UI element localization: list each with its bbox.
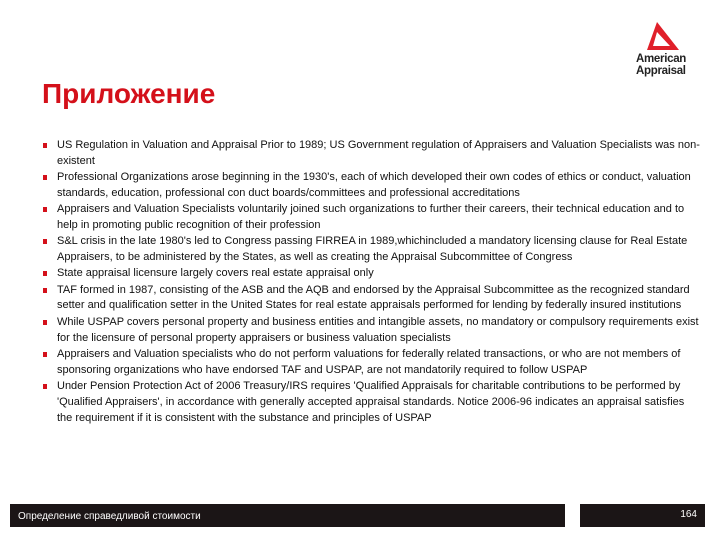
logo-line1: American <box>636 53 687 65</box>
bullet-icon <box>43 207 47 212</box>
triangle-logo-icon <box>643 20 683 54</box>
bullet-text: S&L crisis in the late 1980's led to Congress passing FIRREA in 1989,whichincluded a mandatory licensing clause for Real Estate Appraisers, to be administered by the States, as well as creating the Appraisal Subcommittee of Congress <box>57 235 688 264</box>
bullet-item <box>42 202 702 234</box>
footer-section-bar <box>10 504 565 527</box>
bullet-text: While USPAP covers personal property and business entities and intangible assets, no mandatory or compulsory requirements exist for the licensure of personal property appraisers or business valuation specialists <box>57 315 699 344</box>
bullet-item <box>42 283 702 315</box>
page-number: 164 <box>680 509 697 520</box>
bullet-icon <box>43 239 47 244</box>
bullet-list <box>42 138 702 427</box>
bullet-item <box>42 315 702 347</box>
bullet-icon <box>43 288 47 293</box>
bullet-text: Appraisers and Valuation specialists who do not perform valuations for federally related transactions, or who are not members of sponsoring organizations who have endorsed TAF and USPAP, are not mandatorily required to follow USPAP <box>57 347 681 376</box>
bullet-item <box>42 347 702 379</box>
footer-page-bar <box>580 504 705 527</box>
bullet-icon <box>43 143 47 148</box>
logo-text <box>636 53 686 77</box>
bullet-icon <box>43 320 47 325</box>
footer-section-title: Определение справедливой стоимости <box>18 511 201 522</box>
bullet-text: State appraisal licensure largely covers real estate appraisal only <box>57 267 374 280</box>
bullet-icon <box>43 384 47 389</box>
logo-line2: Appraisal <box>636 65 686 77</box>
bullet-item <box>42 170 702 202</box>
page-title: Приложение <box>42 78 216 109</box>
bullet-item <box>42 234 702 266</box>
american-appraisal-logo <box>636 20 698 78</box>
bullet-item <box>42 138 702 170</box>
bullet-item <box>42 379 702 426</box>
bullet-text: Under Pension Protection Act of 2006 Treasury/IRS requires 'Qualified Appraisals for charitable contributions to be performed by 'Qualified Appraisers', in accordance with generally accepted appraisal standards. Notice 2006-96 indicates an appraisal satisfies the requirement if it is consistent with the substance and principles of USPAP <box>57 379 685 424</box>
bullet-icon <box>43 352 47 357</box>
bullet-icon <box>43 271 47 276</box>
bullet-text: Appraisers and Valuation Specialists voluntarily joined such organizations to further their careers, their technical education and to help in promoting public recognition of their profession <box>57 203 685 231</box>
bullet-item <box>42 266 702 282</box>
bullet-text: US Regulation in Valuation and Appraisal Prior to 1989; US Government regulation of Appraisers and Valuation Specialists was non-existent <box>57 139 700 167</box>
bullet-icon <box>43 175 47 180</box>
bullet-text: Professional Organizations arose beginning in the 1930's, each of which developed their own codes of ethics or conduct, valuation standards, education, professional con duct boards/committees and professional accreditations <box>57 171 691 199</box>
bullet-text: TAF formed in 1987, consisting of the ASB and the AQB and endorsed by the Appraisal Subcommittee as the recognized standard setter and qualification setter in the United States for real estate appraisals performed for lending by federally insured institutions <box>57 283 690 312</box>
